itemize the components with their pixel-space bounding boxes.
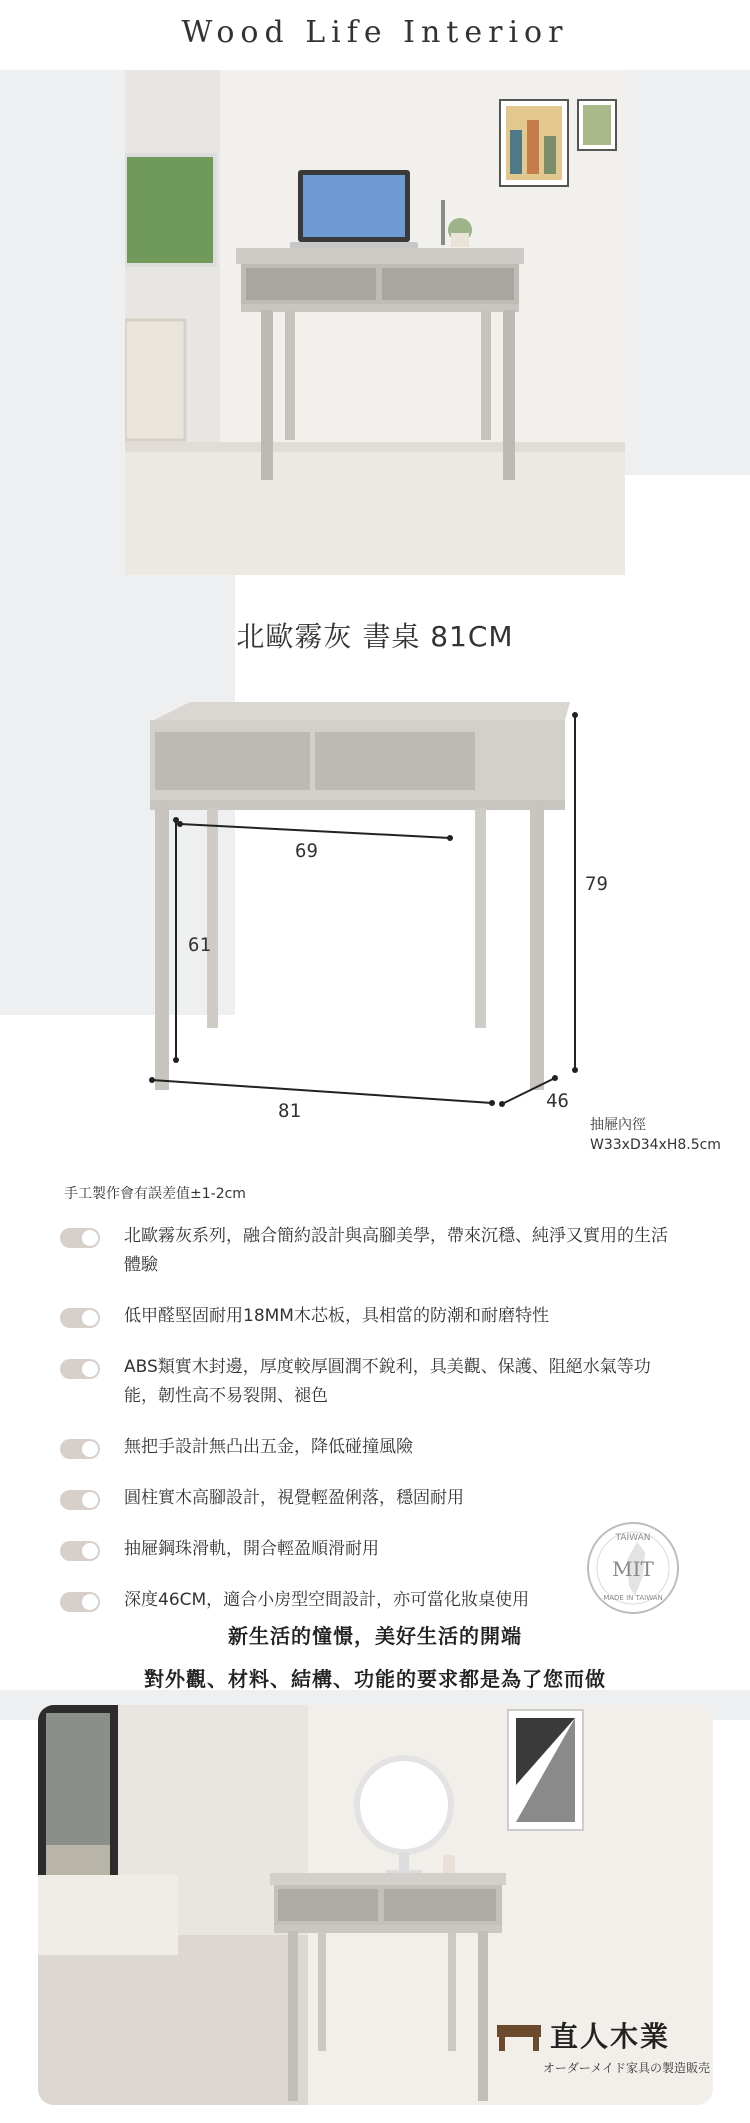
feature-item — [60, 1433, 680, 1462]
toggle-bullet-icon — [60, 1490, 100, 1510]
logo-tagline: オーダーメイド家具の製造販売 — [542, 2061, 710, 2075]
feature-text: 低甲醛堅固耐用18MM木芯板，具相當的防潮和耐磨特性 — [124, 1306, 549, 1326]
badge-top-text: TAIWAN — [615, 1533, 651, 1543]
desk-logo-icon — [495, 2017, 543, 2053]
feature-item — [60, 1222, 680, 1280]
toggle-bullet-icon — [60, 1308, 100, 1328]
dimension-diagram — [130, 690, 630, 1120]
toggle-bullet-icon — [60, 1541, 100, 1561]
feature-text: 無把手設計無凸出五金，降低碰撞風險 — [124, 1437, 413, 1457]
feature-item — [60, 1353, 680, 1411]
company-logo — [495, 2015, 710, 2085]
feature-text: 抽屜鋼珠滑軌，開合輕盈順滑耐用 — [124, 1539, 379, 1559]
drawer-inner-size: W33xD34xH8.5cm — [590, 1137, 721, 1153]
brand-title: Wood Life Interior — [181, 15, 569, 50]
feature-text: 深度46CM，適合小房型空間設計，亦可當化妝桌使用 — [124, 1590, 530, 1610]
taiwan-badge-icon — [585, 1520, 681, 1616]
dim-height: 79 — [585, 873, 608, 895]
desk-line-drawing — [130, 690, 630, 1120]
drawer-inner-dimensions — [590, 1115, 721, 1155]
badge-center-text: MIT — [612, 1557, 654, 1581]
dim-inner-width: 69 — [295, 840, 318, 862]
mit-badge — [585, 1520, 681, 1616]
badge-bottom-text: MADE IN TAIWAN — [603, 1594, 663, 1602]
toggle-bullet-icon — [60, 1228, 100, 1248]
feature-item — [60, 1302, 680, 1331]
product-title: 北歐霧灰 書桌 81CM — [236, 620, 514, 653]
tolerance-note: 手工製作會有誤差值±1-2cm — [64, 1186, 246, 1202]
desk-scene-illustration — [125, 70, 625, 575]
slogan-line-2: 對外觀、材料、結構、功能的要求都是為了您而做 — [144, 1667, 606, 1691]
feature-item — [60, 1484, 680, 1513]
slogan-line-1: 新生活的憧憬，美好生活的開端 — [228, 1624, 522, 1648]
dim-depth: 46 — [546, 1090, 569, 1112]
logo-name: 直人木業 — [550, 2020, 671, 2053]
feature-text: 圓柱實木高腳設計，視覺輕盈俐落，穩固耐用 — [124, 1488, 464, 1508]
toggle-bullet-icon — [60, 1359, 100, 1379]
hero-product-photo — [125, 70, 625, 575]
feature-text: ABS類實木封邊，厚度較厚圓潤不銳利，具美觀、保護、阻絕水氣等功能，韌性高不易裂開、褪色 — [124, 1357, 651, 1406]
toggle-bullet-icon — [60, 1592, 100, 1612]
dim-leg-height: 61 — [188, 934, 211, 956]
feature-text: 北歐霧灰系列，融合簡約設計與高腳美學，帶來沉穩、純淨又實用的生活體驗 — [124, 1226, 668, 1275]
dim-width: 81 — [278, 1100, 301, 1122]
toggle-bullet-icon — [60, 1439, 100, 1459]
drawer-inner-label: 抽屜內徑 — [590, 1117, 646, 1133]
